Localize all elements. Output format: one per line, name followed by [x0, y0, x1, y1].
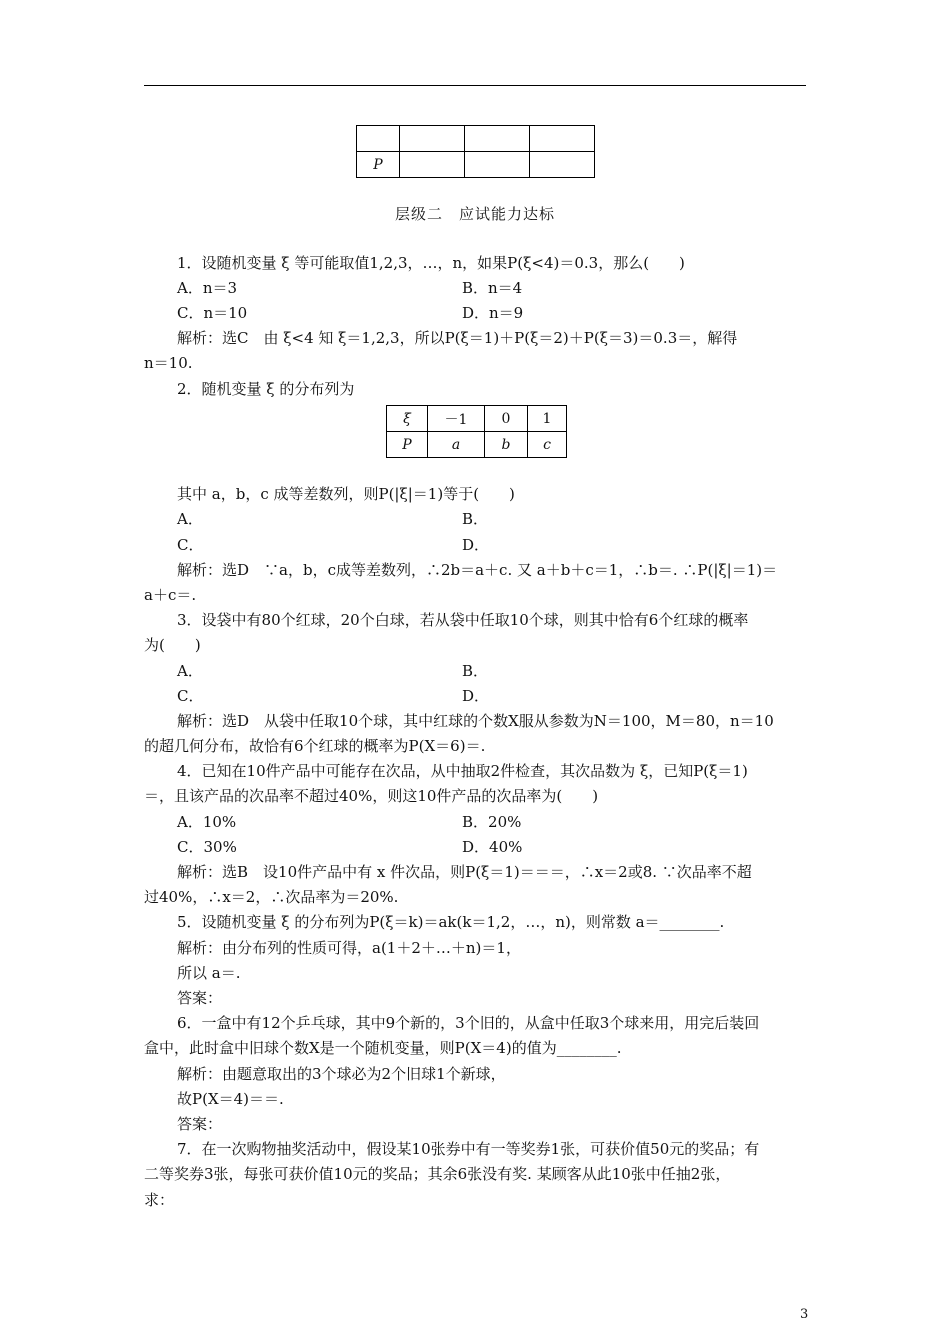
- q3-option-c: C．: [177, 687, 204, 705]
- table-cell: b: [485, 432, 528, 458]
- q7-stem-line1: 7．在一次购物抽奖活动中，假设某10张券中有一等奖券1张，可获价值50元的奖品；有: [177, 1140, 760, 1158]
- q5-answer: 答案：: [177, 989, 223, 1007]
- q1-solution-line2: n＝10.: [144, 354, 193, 372]
- q2-option-d: D．: [462, 536, 490, 554]
- q4-solution-line2: 过40%，∴x＝2，∴次品率为＝20%.: [144, 888, 399, 906]
- page-number: 3: [800, 1307, 809, 1322]
- q4-stem-line2: ＝，且该产品的次品率不超过40%，则这10件产品的次品率为( ): [144, 787, 599, 805]
- section-title: 层级二 应试能力达标: [394, 205, 555, 223]
- table-cell: [400, 152, 465, 178]
- q6-solution-line1: 解析：由题意取出的3个球必为2个旧球1个新球，: [177, 1065, 506, 1083]
- q1-option-a: A．n＝3: [177, 279, 238, 297]
- q2-solution-line1: 解析：选D ∵a，b，c成等差数列，∴2b＝a＋c. 又 a＋b＋c＝1，∴b＝. ∴P(|ξ|＝1)＝: [177, 561, 778, 579]
- table-cell: 0: [485, 406, 528, 432]
- q2-option-a: A．: [177, 510, 203, 528]
- q2-condition: 其中 a，b，c 成等差数列，则P(|ξ|＝1)等于( ): [177, 485, 515, 503]
- table-cell: [530, 126, 595, 152]
- q3-option-b: B．: [462, 662, 489, 680]
- q4-option-c: C．30%: [177, 838, 237, 856]
- q7-stem-line3: 求：: [144, 1191, 175, 1209]
- table-cell: c: [528, 432, 567, 458]
- table-cell: [400, 126, 465, 152]
- q2-distribution-table: [386, 405, 567, 458]
- q6-solution-line2: 故P(X＝4)＝＝.: [177, 1090, 284, 1108]
- q6-stem-line2: 盒中，此时盒中旧球个数X是一个随机变量，则P(X＝4)的值为________.: [144, 1039, 622, 1057]
- q2-solution-line2: a＋c＝.: [144, 586, 197, 604]
- q5-solution-line2: 所以 a＝.: [177, 964, 241, 982]
- q4-option-d: D．40%: [462, 838, 523, 856]
- table-cell: 1: [528, 406, 567, 432]
- q1-option-c: C．n＝10: [177, 304, 248, 322]
- q4-stem-line1: 4．已知在10件产品中可能存在次品，从中抽取2件检查，其次品数为 ξ，已知P(ξ＝1): [177, 762, 748, 780]
- header-rule: [144, 85, 806, 86]
- q3-stem-line2: 为( ): [144, 636, 201, 654]
- q3-solution-line1: 解析：选D 从袋中任取10个球，其中红球的个数X服从参数为N＝100，M＝80，n＝10: [177, 712, 774, 730]
- table-cell: [530, 152, 595, 178]
- q6-answer: 答案：: [177, 1115, 223, 1133]
- table-cell: ξ: [387, 406, 428, 432]
- q3-stem-line1: 3．设袋中有80个红球，20个白球，若从袋中任取10个球，则其中恰有6个红球的概率: [177, 611, 749, 629]
- q4-solution-line1: 解析：选B 设10件产品中有 x 件次品，则P(ξ＝1)＝＝＝，∴x＝2或8. ∵次品率不超: [177, 863, 752, 881]
- q3-option-d: D．: [462, 687, 490, 705]
- q6-stem-line1: 6．一盒中有12个乒乓球，其中9个新的，3个旧的，从盒中任取3个球来用，用完后装回: [177, 1014, 760, 1032]
- q2-stem: 2．随机变量 ξ 的分布列为: [177, 380, 355, 398]
- q2-option-c: C．: [177, 536, 204, 554]
- q3-option-a: A．: [177, 662, 203, 680]
- q1-stem: 1．设随机变量 ξ 等可能取值1,2,3，…，n，如果P(ξ<4)＝0.3，那么( ): [177, 254, 685, 272]
- table-cell: －1: [428, 406, 485, 432]
- q2-option-b: B．: [462, 510, 489, 528]
- q1-option-d: D．n＝9: [462, 304, 524, 322]
- table-cell: a: [428, 432, 485, 458]
- table-cell: [357, 126, 400, 152]
- table-cell: P: [387, 432, 428, 458]
- q1-option-b: B．n＝4: [462, 279, 523, 297]
- q1-solution-line1: 解析：选C 由 ξ<4 知 ξ＝1,2,3，所以P(ξ＝1)＋P(ξ＝2)＋P(ξ＝3)＝0.3＝，解得: [177, 329, 738, 347]
- q3-solution-line2: 的超几何分布，故恰有6个红球的概率为P(X＝6)＝.: [144, 737, 486, 755]
- table-cell: [465, 126, 530, 152]
- q4-option-a: A．10%: [177, 813, 237, 831]
- table-cell: P: [357, 152, 400, 178]
- q5-solution-line1: 解析：由分布列的性质可得，a(1＋2＋…＋n)＝1，: [177, 939, 521, 957]
- top-distribution-table: [356, 125, 595, 178]
- q7-stem-line2: 二等奖券3张，每张可获价值10元的奖品；其余6张没有奖. 某顾客从此10张中任抽2张，: [144, 1165, 731, 1183]
- q4-option-b: B．20%: [462, 813, 522, 831]
- q5-stem: 5．设随机变量 ξ 的分布列为P(ξ＝k)＝ak(k＝1,2，…，n)，则常数 a＝________.: [177, 913, 725, 931]
- table-cell: [465, 152, 530, 178]
